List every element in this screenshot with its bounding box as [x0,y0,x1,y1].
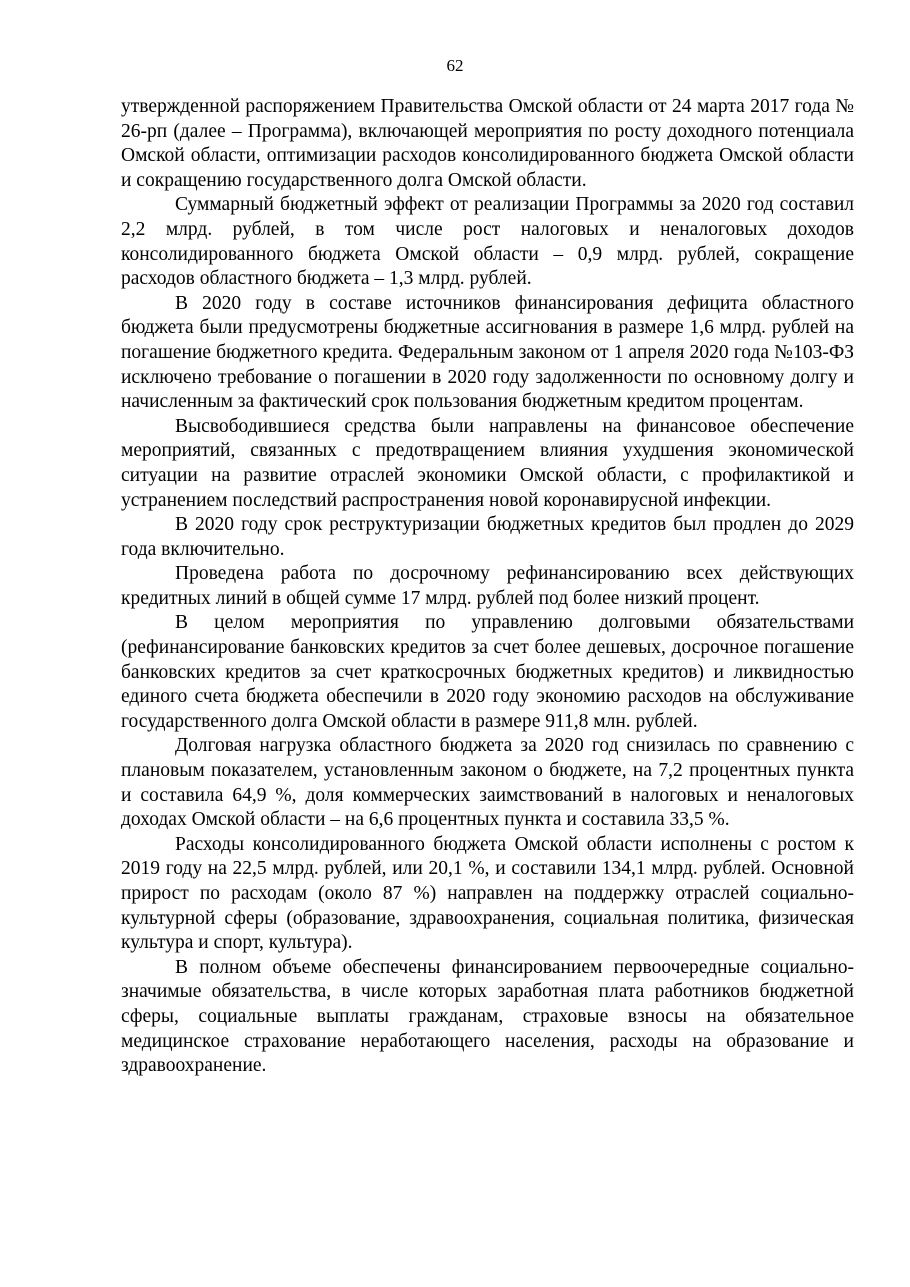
paragraph-continuation: утвержденной распоряжением Правительства Омской области от 24 марта 2017 года № 26-рп (далее – Программа), включающей мероприятия по росту доходного потенциала Омской области, оптимизации расходов консолидированного бюджета Омской области и сокращению государственного долга Омской области. [121,96,854,191]
paragraph-debt-management: В целом мероприятия по управлению долговыми обязательствами (рефинансирование банковских кредитов за счет более дешевых, досрочное погашение банковских кредитов за счет краткосрочных бюджетных кредитов) и ликвидностью единого счета бюджета обеспечили в 2020 году экономию расходов на обслуживание государственного долга Омской области в размере 911,8 млн. рублей. [121,612,854,732]
paragraph-deficit-financing: В 2020 году в составе источников финансирования дефицита областного бюджета были предусмотрены бюджетные ассигнования в размере 1,6 млрд. рублей на погашение бюджетного кредита. Федеральным законом от 1 апреля 2020 года №103-ФЗ исключено требование о погашении в 2020 году задолженности по основному долгу и начисленным за фактический срок пользования бюджетным кредитом процентам. [121,292,854,413]
paragraph-restructuring: В 2020 году срок реструктуризации бюджетных кредитов был продлен до 2029 года включительно. [121,514,854,560]
document-body [121,95,854,1079]
paragraph-released-funds: Высвободившиеся средства были направлены на финансовое обеспечение мероприятий, связанных с предотвращением влияния ухудшения экономической ситуации на развитие отраслей экономики Омской области, с профилактикой и устранением последствий распространения новой коронавирусной инфекции. [121,415,854,511]
paragraph-refinancing: Проведена работа по досрочному рефинансированию всех действующих кредитных линий в общей сумме 17 млрд. рублей под более низкий процент. [121,563,854,609]
paragraph-priority-obligations: В полном объеме обеспечены финансированием первоочередные социально-значимые обязательства, в числе которых заработная плата работников бюджетной сферы, социальные выплаты гражданам, страховые взносы на обязательное медицинское страхование неработающего населения, расходы на образование и здравоохранение. [121,956,854,1077]
paragraph-expenditures: Расходы консолидированного бюджета Омской области исполнены с ростом к 2019 году на 22,5 млрд. рублей, или 20,1 %, и составили 134,1 млрд. рублей. Основной прирост по расходам (около 87 %) направлен на поддержку отраслей социально-культурной сферы (образование, здравоохранения, социальная политика, физическая культура и спорт, культура). [121,833,854,954]
paragraph-program-effect: Суммарный бюджетный эффект от реализации Программы за 2020 год составил 2,2 млрд. рублей, в том числе рост налоговых и неналоговых доходов консолидированного бюджета Омской области – 0,9 млрд. рублей, сокращение расходов областного бюджета – 1,3 млрд. рублей. [121,194,854,290]
page-number: 62 [446,56,464,75]
paragraph-debt-load: Долговая нагрузка областного бюджета за 2020 год снизилась по сравнению с плановым показателем, установленным законом о бюджете, на 7,2 процентных пункта и составила 64,9 %, доля коммерческих заимствований в налоговых и неналоговых доходах Омской области – на 6,6 процентных пункта и составила 33,5 %. [121,735,854,831]
